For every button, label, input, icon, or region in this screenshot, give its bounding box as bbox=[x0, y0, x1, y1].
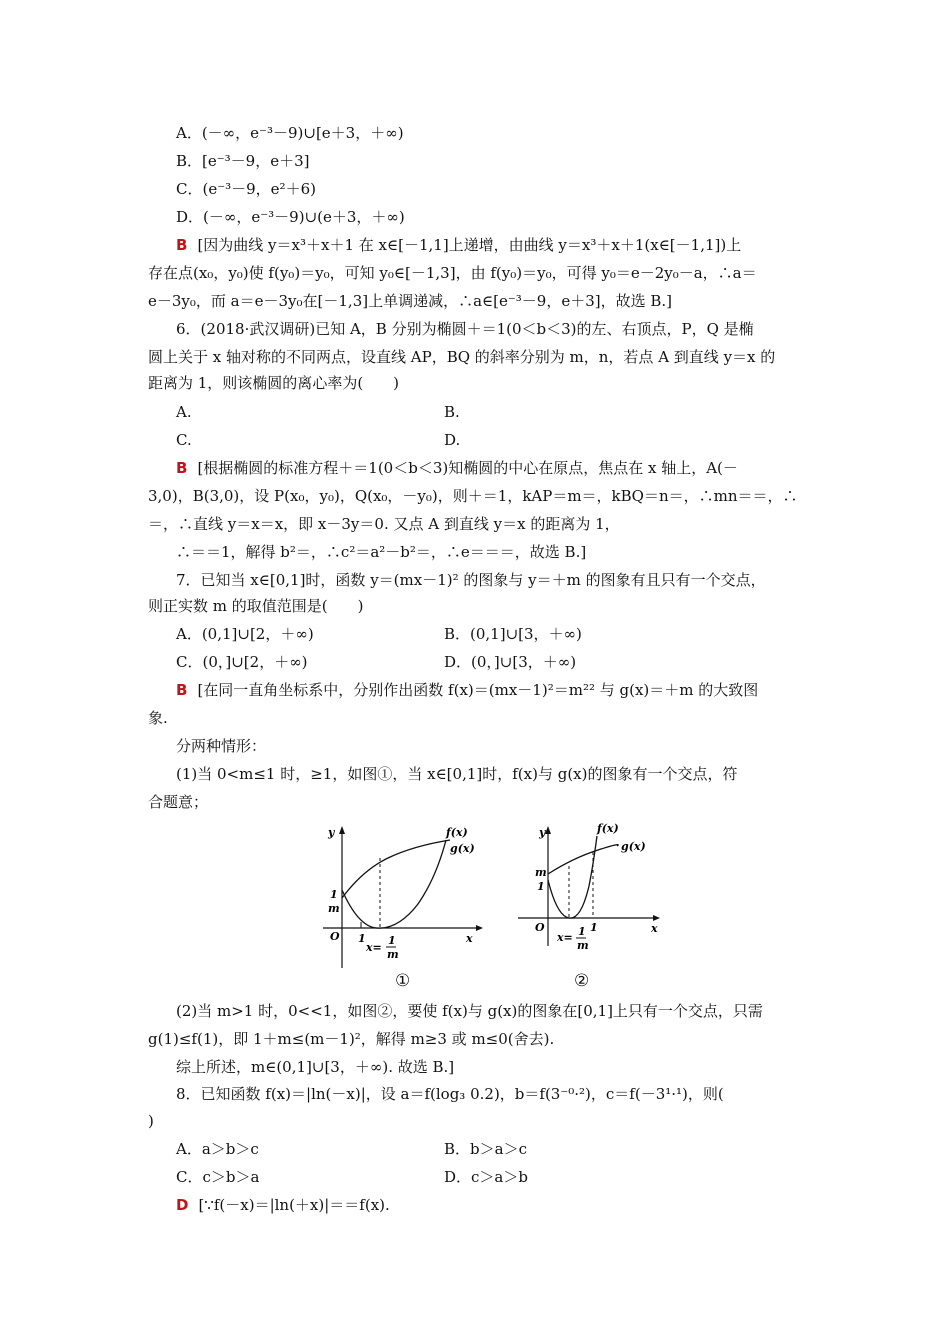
f-curve bbox=[548, 836, 597, 918]
origin-label: O bbox=[330, 930, 340, 943]
q5-solution-line-3: e－3y₀，而 a＝e－3y₀在[－1,3]上单调递减，∴a∈[e⁻³－9，e＋3]，故选 B.] bbox=[148, 292, 673, 310]
g-curve bbox=[548, 845, 618, 874]
q5-option-d: D．(－∞，e⁻³－9)∪(e＋3，＋∞) bbox=[176, 208, 405, 226]
frac-num: 1 bbox=[578, 925, 586, 938]
q6-stem-line-3: 距离为 1，则该椭圆的离心率为( ) bbox=[148, 374, 400, 392]
q7-solution-line-1: B [在同一直角坐标系中，分别作出函数 f(x)＝(mx－1)²＝m²² 与 g(x)＝＋m 的大致图 bbox=[176, 681, 759, 699]
one-y-label: 1 bbox=[537, 880, 545, 893]
frac-den: m bbox=[577, 939, 589, 952]
q7-solution-line-5: 合题意； bbox=[148, 793, 209, 811]
q8-option-d: D．c＞a＞b bbox=[444, 1168, 528, 1186]
q7-stem-line-2: 则正实数 m 的取值范围是( ) bbox=[148, 597, 364, 615]
q5-solution-line-2: 存在点(x₀，y₀)使 f(y₀)＝y₀，可知 y₀∈[－1,3]，由 f(y₀)＝y₀，可得 y₀＝e－2y₀－a，∴a＝ bbox=[148, 264, 757, 282]
q5-option-a: A．(－∞，e⁻³－9)∪[e＋3，＋∞) bbox=[176, 124, 404, 142]
y-label: y bbox=[328, 826, 335, 839]
q7-solution-line-2: 象. bbox=[148, 709, 168, 727]
q8-solution-line-1: D [∵f(－x)＝|ln(＋x)|＝＝f(x). bbox=[176, 1196, 390, 1214]
q7-answer: B bbox=[176, 681, 188, 699]
q6-stem-line-2: 圆上关于 x 轴对称的不同两点，设直线 AP，BQ 的斜率分别为 m，n，若点 A 到直线 y＝x 的 bbox=[148, 348, 776, 366]
q7-solution-line-6: (2)当 m>1 时，0<<1，如图②，要使 f(x)与 g(x)的图象在[0,1]上只有一个交点，只需 bbox=[176, 1002, 763, 1020]
q6-solution-line-3: ＝，∴直线 y＝x＝x，即 x－3y＝0. 又点 A 到直线 y＝x 的距离为 1， bbox=[148, 515, 620, 533]
q7-solution-line-7: g(1)≤f(1)，即 1＋m≤(m－1)²，解得 m≥3 或 m≤0(舍去). bbox=[148, 1030, 555, 1048]
q7-option-d: D．(0，]∪[3，＋∞) bbox=[444, 653, 577, 671]
q7-option-c: C．(0，]∪[2，＋∞) bbox=[176, 653, 308, 671]
fx-label: f(x) bbox=[597, 822, 619, 835]
frac-num: 1 bbox=[388, 934, 396, 947]
q7-option-b: B．(0,1]∪[3，＋∞) bbox=[444, 625, 582, 643]
y-label: y bbox=[539, 826, 546, 839]
q5-option-b: B．[e⁻³－9，e＋3] bbox=[176, 152, 310, 170]
q7-solution-line-3: 分两种情形： bbox=[176, 737, 267, 755]
q7-stem-line-1: 7．已知当 x∈[0,1]时，函数 y＝(mx－1)² 的图象与 y＝＋m 的图象有且只有一个交点， bbox=[176, 571, 766, 589]
q6-solution-line-2: 3,0)，B(3,0)，设 P(x₀，y₀)，Q(x₀，－y₀)，则＋＝1，kAP＝m＝，kBQ＝n＝，∴mn＝＝，∴ bbox=[148, 487, 798, 505]
q6-answer: B bbox=[176, 459, 188, 477]
y-axis-arrow bbox=[545, 826, 551, 834]
x-label: x bbox=[651, 922, 658, 935]
x-label: x bbox=[466, 932, 473, 945]
origin-label: O bbox=[535, 921, 545, 934]
q6-option-b: B. bbox=[444, 403, 460, 421]
gx-label: g(x) bbox=[450, 842, 475, 855]
q7-option-a: A．(0,1]∪[2，＋∞) bbox=[176, 625, 314, 643]
q7-solution-line-8: 综上所述，m∈(0,1]∪[3，＋∞). 故选 B.] bbox=[176, 1058, 455, 1076]
q6-option-c: C. bbox=[176, 431, 192, 449]
q6-option-d: D. bbox=[444, 431, 461, 449]
q8-option-b: B．b＞a＞c bbox=[444, 1140, 527, 1158]
x-equals-label: x= bbox=[366, 941, 382, 954]
one-y-label: 1 bbox=[330, 888, 338, 901]
q7-solution-line-4: (1)当 0<m≤1 时，≥1，如图①，当 x∈[0,1]时，f(x)与 g(x)的图象有一个交点，符 bbox=[176, 765, 738, 783]
q5-option-c: C．(e⁻³－9，e²＋6) bbox=[176, 180, 316, 198]
q6-solution-line-1: B [根据椭圆的标准方程＋＝1(0＜b＜3)知椭圆的中心在原点，焦点在 x 轴上，A(－ bbox=[176, 459, 738, 477]
gx-label: g(x) bbox=[621, 840, 646, 853]
q5-solution-line-1: B [因为曲线 y＝x³＋x＋1 在 x∈[－1,1]上递增，由曲线 y＝x³＋x＋1(x∈[－1,1])上 bbox=[176, 236, 742, 254]
one-x-label: 1 bbox=[358, 932, 366, 945]
figure-1 bbox=[318, 818, 488, 968]
frac-den: m bbox=[387, 948, 399, 961]
q8-stem-line-1: 8．已知函数 f(x)＝|ln(－x)|，设 a＝f(log₃ 0.2)，b＝f(3⁻⁰·²)，c＝f(－3¹·¹)，则( bbox=[176, 1085, 724, 1103]
x-axis-arrow bbox=[653, 915, 660, 921]
figure-2-caption: ② bbox=[574, 971, 590, 991]
q6-solution-line-4: ∴＝＝1，解得 b²＝，∴c²＝a²－b²＝，∴e＝＝＝，故选 B.] bbox=[176, 543, 587, 561]
fx-label: f(x) bbox=[446, 826, 468, 839]
q5-answer: B bbox=[176, 236, 188, 254]
figure-1-caption: ① bbox=[395, 971, 411, 991]
q8-option-c: C．c＞b＞a bbox=[176, 1168, 260, 1186]
m-label: m bbox=[535, 866, 547, 879]
q8-stem-line-2: ) bbox=[148, 1112, 154, 1130]
figure-2 bbox=[513, 818, 683, 968]
q6-option-a: A. bbox=[176, 403, 192, 421]
g-curve bbox=[342, 840, 450, 898]
x-equals-label: x= bbox=[557, 931, 573, 944]
q6-stem-line-1: 6．(2018·武汉调研)已知 A，B 分别为椭圆＋＝1(0＜b＜3)的左、右顶点，P，Q 是椭 bbox=[176, 320, 754, 338]
y-axis-arrow bbox=[339, 826, 345, 834]
f-curve bbox=[342, 840, 446, 928]
x-axis-arrow bbox=[476, 925, 483, 931]
q8-option-a: A．a＞b＞c bbox=[176, 1140, 259, 1158]
one-x-label: 1 bbox=[590, 921, 598, 934]
m-label: m bbox=[328, 902, 340, 915]
q8-answer: D bbox=[176, 1196, 189, 1214]
